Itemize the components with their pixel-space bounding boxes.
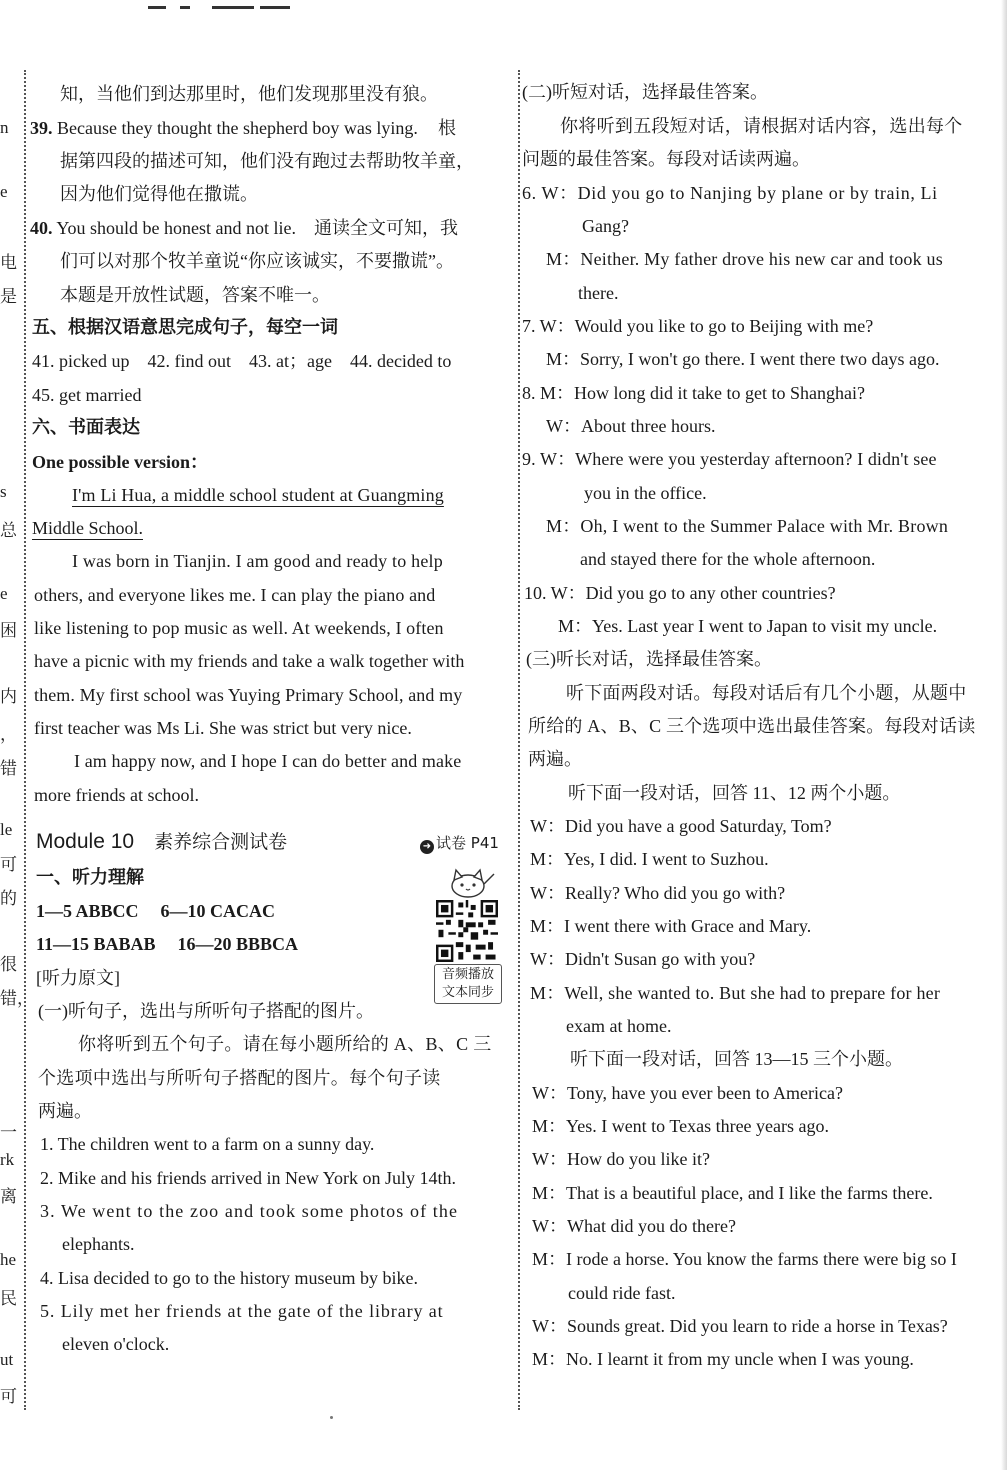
paper-page-ref: 试卷 P41 — [436, 834, 499, 852]
conversation-line: W：Didn't Susan go with you? — [530, 949, 756, 969]
part-3-heading: (三)听长对话，选择最佳答案。 — [526, 649, 772, 669]
edge-fragment: 很 — [0, 955, 17, 974]
conversation-line: W：Really? Who did you go with? — [530, 883, 786, 903]
essay-line: have a picnic with my friends and take a walk together with — [34, 651, 465, 671]
dialogue-7-w: 7. W：Would you like to go to Beijing with me? — [522, 316, 874, 336]
conversation-line: M：Yes, I did. I went to Suzhou. — [530, 849, 769, 869]
q40-answer: You should be honest and not lie. — [56, 218, 297, 238]
conversation-line: M：Well, she wanted to. But she had to prepare for her — [530, 983, 941, 1003]
conversation-line: W：How do you like it? — [532, 1149, 710, 1169]
q40-number: 40. — [30, 218, 53, 238]
dialogue-9-m: M：Oh, I went to the Summer Palace with Mr. Brown — [546, 516, 949, 536]
edge-fragment: 总 — [0, 521, 17, 540]
possible-version-label: One possible version： — [32, 452, 209, 472]
dialogue-8-w: W：About three hours. — [546, 416, 716, 436]
module-heading — [36, 830, 287, 854]
edge-fragment: e — [0, 584, 8, 603]
edge-fragment: s — [0, 482, 7, 501]
cat-mascot-icon — [440, 866, 496, 898]
scan-speck — [330, 1416, 333, 1419]
dialogue-9-w-cont: you in the office. — [584, 483, 707, 503]
answer-range-1-5: 1—5 ABBCC — [36, 901, 139, 921]
answer-range-16-20: 16—20 BBBCA — [177, 934, 299, 954]
dialogue-7-m: M：Sorry, I won't go there. I went there two days ago. — [546, 349, 940, 369]
conversation-1-intro: 听下面一段对话，回答 11、12 两个小题。 — [568, 783, 901, 803]
part-3-instructions: 两遍。 — [528, 749, 582, 769]
dialogue-6-w: 6. W：Did you go to Nanjing by plane or by train, Li — [522, 183, 938, 203]
qr-code-icon — [436, 900, 498, 962]
dialogue-9-m-cont: and stayed there for the whole afternoon. — [580, 549, 876, 569]
edge-fragment: 可 — [0, 855, 17, 874]
essay-underlined-opening: Middle School. — [32, 518, 143, 538]
qr-caption-line: 文本同步 — [441, 985, 494, 1000]
conversation-line: M：That is a beautiful place, and I like the farms there. — [532, 1183, 933, 1203]
part-1-instructions: 个选项中选出与所听句子搭配的图片。每个句子读 — [38, 1068, 441, 1088]
sentence-4: 4. Lisa decided to go to the history museum by bike. — [40, 1268, 418, 1288]
part-1-heading: (一)听句子，选出与所听句子搭配的图片。 — [38, 1001, 374, 1021]
edge-fragment: ， — [0, 725, 17, 744]
answer-44: 44. decided to — [349, 351, 452, 371]
part-3-instructions: 所给的 A、B、C 三个选项中选出最佳答案。每段对话读 — [528, 716, 976, 736]
edge-fragment: ut — [0, 1350, 14, 1369]
sentence-1: 1. The children went to a farm on a sunny day. — [40, 1134, 375, 1154]
edge-fragment: 困 — [0, 621, 17, 640]
column-divider — [24, 70, 26, 1410]
listening-heading: 一、听力理解 — [36, 867, 144, 888]
section-6-heading: 六、书面表达 — [32, 417, 140, 438]
part-3-instructions: 听下面两段对话。每段对话后有几个小题，从题中 — [566, 683, 967, 703]
answer-42: 42. find out — [147, 351, 231, 371]
edge-fragment: e — [0, 182, 8, 201]
q40-note: 通读全文可知，我 — [314, 218, 459, 238]
answers-41-44 — [32, 349, 451, 373]
answer-41: 41. picked up — [32, 351, 130, 371]
transcript-label: [听力原文] — [36, 968, 120, 988]
edge-fragment: 错 — [0, 759, 17, 778]
answer-43: 43. at；age — [248, 351, 332, 371]
arrow-right-icon: ➜ — [420, 840, 434, 854]
q39-line — [30, 116, 456, 140]
scan-shadow — [1001, 0, 1007, 1470]
dialogue-6-w-cont: Gang? — [582, 216, 629, 236]
essay-line: others, and everyone likes me. I can play the piano and — [34, 585, 436, 605]
conversation-line: W：What did you do there? — [532, 1216, 736, 1236]
conversation-2-intro: 听下面一段对话，回答 13—15 三个小题。 — [570, 1049, 903, 1069]
essay-line: more friends at school. — [34, 785, 199, 805]
audio-qr-block[interactable] — [432, 866, 504, 1004]
q39-explanation: 据第四段的描述可知，他们没有跑过去帮助牧羊童， — [60, 151, 474, 171]
answer-range-11-15: 11—15 BABAB — [36, 934, 156, 954]
essay-line: I was born in Tianjin. I am good and ready to help — [72, 551, 443, 571]
edge-fragment: 错， — [0, 989, 34, 1008]
top-scan-mark — [148, 6, 293, 10]
edge-fragment: he — [0, 1250, 17, 1269]
section-5-heading: 五、根据汉语意思完成句子，每空一词 — [32, 317, 338, 338]
dialogue-6-m-cont: there. — [578, 283, 619, 303]
dialogue-10-m: M：Yes. Last year I went to Japan to visit my uncle. — [558, 616, 938, 636]
edge-fragment: 一 — [0, 1123, 17, 1142]
part-1-instructions: 两遍。 — [38, 1101, 92, 1121]
conversation-line: M：No. I learnt it from my uncle when I was young. — [532, 1349, 914, 1369]
part-2-instructions: 问题的最佳答案。每段对话读两遍。 — [522, 149, 810, 169]
edge-fragment: 可 — [0, 1387, 17, 1406]
part-2-heading: (二)听短对话，选择最佳答案。 — [522, 82, 768, 102]
edge-fragment: le — [0, 820, 13, 839]
conversation-line: M：I went there with Grace and Mary. — [530, 916, 812, 936]
sentence-3: 3. We went to the zoo and took some photos of the — [40, 1201, 459, 1221]
answers-1-10 — [36, 899, 275, 923]
essay-line: first teacher was Ms Li. She was strict but very nice. — [34, 718, 412, 738]
edge-fragment: 是 — [0, 287, 17, 306]
q38-continuation: 知，当他们到达那里时，他们发现那里没有狼。 — [60, 84, 438, 104]
q40-explanation: 本题是开放性试题，答案不唯一。 — [60, 285, 330, 305]
q39-number: 39. — [30, 118, 53, 138]
conversation-line: W：Tony, have you ever been to America? — [532, 1083, 843, 1103]
conversation-line: M：Yes. I went to Texas three years ago. — [532, 1116, 830, 1136]
edge-fragment: 的 — [0, 889, 17, 908]
edge-fragment: n — [0, 118, 9, 137]
part-1-instructions: 你将听到五个句子。请在每小题所给的 A、B、C 三 — [78, 1034, 492, 1054]
q40-explanation: 们可以对那个牧羊童说“你应该诚实，不要撒谎”。 — [60, 251, 454, 271]
column-divider — [518, 70, 520, 1410]
edge-fragment: 内 — [0, 687, 17, 706]
essay-underlined-opening: I'm Li Hua, a middle school student at Guangming — [72, 485, 444, 505]
answers-11-20 — [36, 932, 298, 956]
edge-fragment: 民 — [0, 1289, 17, 1308]
dialogue-8-m: 8. M：How long did it take to get to Shanghai? — [522, 383, 865, 403]
conversation-line: W：Sounds great. Did you learn to ride a horse in Texas? — [532, 1316, 948, 1336]
answer-45: 45. get married — [32, 385, 142, 405]
q39-answer: Because they thought the shepherd boy was lying. — [57, 118, 418, 138]
dialogue-10-w: 10. W：Did you go to any other countries? — [524, 583, 836, 603]
conversation-line-cont: exam at home. — [566, 1016, 672, 1036]
edge-fragment: 电 — [0, 253, 17, 272]
essay-line: I am happy now, and I hope I can do better and make — [74, 751, 462, 771]
sentence-5-cont: eleven o'clock. — [62, 1334, 170, 1354]
answer-range-6-10: 6—10 CACAC — [160, 901, 276, 921]
conversation-line: W：Did you have a good Saturday, Tom? — [530, 816, 832, 836]
edge-fragment: 离 — [0, 1187, 17, 1206]
essay-line: them. My first school was Yuying Primary School, and my — [34, 685, 463, 705]
sentence-3-cont: elephants. — [62, 1234, 135, 1254]
part-2-instructions: 你将听到五段短对话，请根据对话内容，选出每个 — [560, 116, 963, 136]
conversation-line: M：I rode a horse. You know the farms there were big so I — [532, 1249, 957, 1269]
conversation-line-cont: could ride fast. — [568, 1283, 676, 1303]
sentence-2: 2. Mike and his friends arrived in New York on July 14th. — [40, 1168, 456, 1188]
qr-caption-line: 音频播放 — [441, 967, 494, 982]
module-subtitle: 素养综合测试卷 — [154, 831, 288, 853]
paper-reference[interactable] — [420, 832, 499, 854]
q39-note: 根 — [437, 118, 456, 138]
q39-explanation: 因为他们觉得他在撒谎。 — [60, 184, 258, 204]
essay-line: like listening to pop music as well. At weekends, I often — [34, 618, 444, 638]
dialogue-6-m: M：Neither. My father drove his new car and took us — [546, 249, 943, 269]
module-title: Module 10 — [36, 830, 135, 853]
q40-line — [30, 216, 458, 240]
dialogue-9-w: 9. W：Where were you yesterday afternoon? I didn't see — [522, 449, 937, 469]
sentence-5: 5. Lily met her friends at the gate of the library at — [40, 1301, 444, 1321]
edge-fragment: rk — [0, 1150, 15, 1169]
qr-caption — [434, 964, 502, 1004]
